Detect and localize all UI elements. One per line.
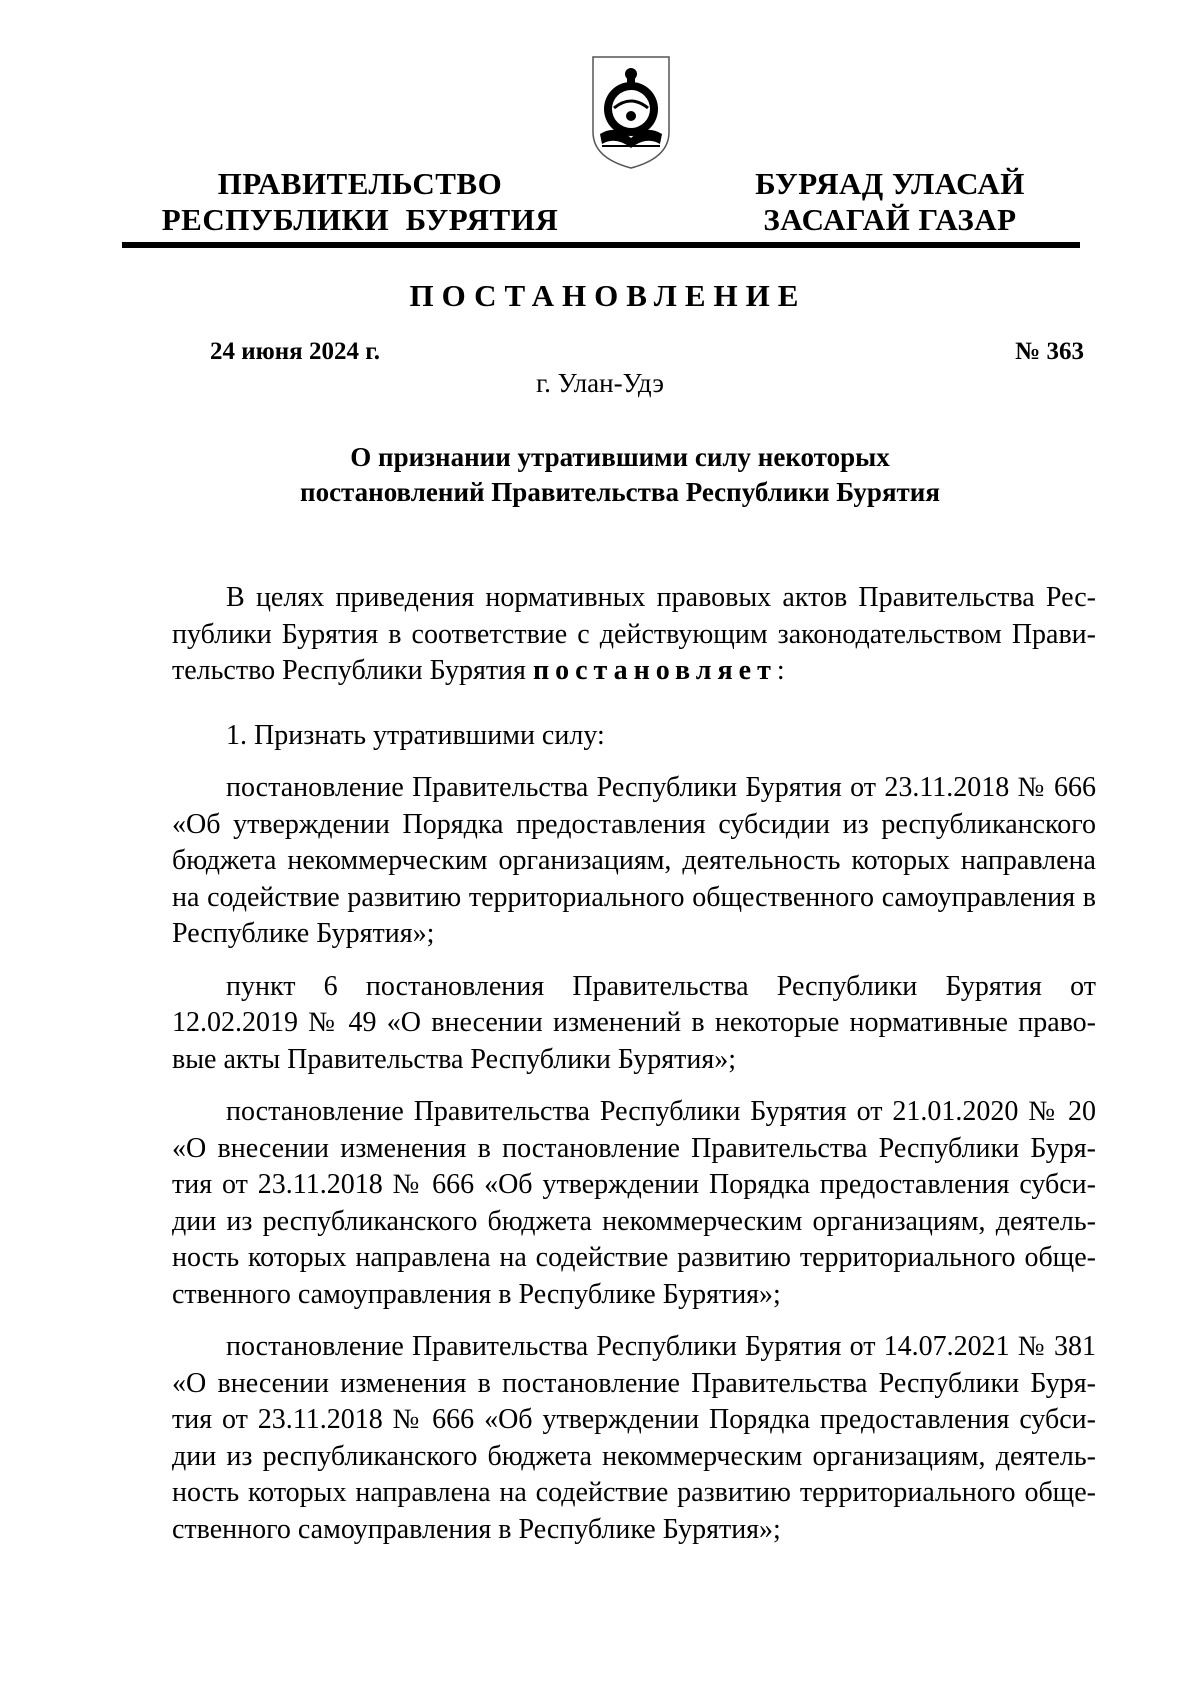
intro-text: В целях приведения нормативных правовых актов Правительства Республики Бурятия в соответствие с действующим законодательством Правительство Республики Бурятия — [172, 582, 1096, 686]
header-left-line2: РЕСПУБЛИКИ БУРЯТИЯ — [161, 202, 559, 237]
document-date: 24 июня 2024 г. — [210, 338, 380, 365]
document-number: № 363 — [1015, 338, 1084, 365]
coat-of-arms-icon — [590, 54, 672, 170]
title-line2: постановлений Правительства Республики Бурятия — [300, 477, 940, 507]
intro-spaced-word: постановляет — [532, 655, 777, 686]
government-name-buryat — [700, 166, 1080, 238]
header-right-line2: ЗАСАГАЙ ГАЗАР — [763, 202, 1017, 237]
paragraph-3: постановление Правительства Республики Бурятия от 21.01.2020 № 20 «О внесении изменения в постановление Правительства Республики Бурятия от 23.11.2018 № 666 «Об утверждении Порядка предоставления субсидии из республиканского бюджета некоммерческим организациям, деятельность которых направлена на содействие развитию территориального общественного самоуправления в Республике Бурятия»; — [172, 1096, 1096, 1310]
item-1: 1. Признать утратившими силу: — [226, 719, 605, 751]
header-right-line1: БУРЯАД УЛАСАЙ — [755, 166, 1025, 201]
paragraph-4: постановление Правительства Республики Бурятия от 14.07.2021 № 381 «О внесении изменения в постановление Правительства Республики Бурятия от 23.11.2018 № 666 «Об утверждении Порядка предоставления субсидии из республиканского бюджета некоммерческим организациям, деятельность которых направлена на содействие развитию территориального общественного самоуправления в Республике Бурятия»; — [172, 1331, 1096, 1545]
document-title — [160, 440, 1080, 510]
intro-paragraph — [172, 580, 1096, 690]
document-type: ПОСТАНОВЛЕНИЕ — [409, 278, 807, 313]
intro-end: : — [776, 655, 785, 686]
header-divider — [122, 242, 1080, 248]
paragraph-2: пункт 6 постановления Правительства Республики Бурятия от 12.02.2019 № 49 «О внесении изменений в некоторые нормативные правовые акты Правительства Республики Бурятия»; — [172, 970, 1096, 1075]
paragraph-1: постановление Правительства Республики Бурятия от 23.11.2018 № 666 «Об утверждении Порядка предоставления субсидии из республиканского бюджета некоммерческим организациям, деятельность которых направлена на содействие развитию территориального общественного самоуправления в Республике Бурятия»; — [172, 772, 1096, 949]
document-city: г. Улан-Удэ — [536, 368, 664, 398]
title-line1: О признании утратившими силу некоторых — [350, 442, 890, 472]
government-name-russian — [150, 166, 570, 238]
document-body — [172, 580, 1096, 1564]
header-left-line1: ПРАВИТЕЛЬСТВО — [217, 166, 503, 201]
